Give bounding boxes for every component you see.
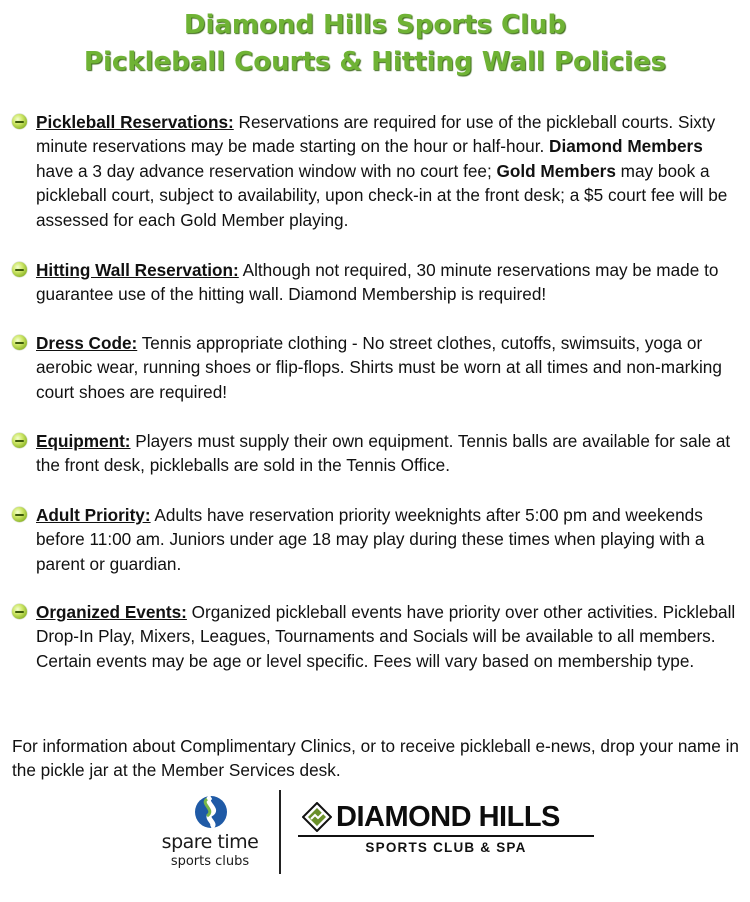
policy-equipment [36,429,736,478]
policy-text: Adults have reservation priority weeknights after 5:00 pm and weekends before 11:00 am. Juniors under age 18 may play during these times when playing with a parent or guardian. [36,505,705,574]
policy-text: Tennis appropriate clothing - No street clothes, cutoffs, swimsuits, yoga or aerobic wear, running shoes or flip-flops. Shirts must be worn at all times and non-marking court shoes are required! [36,333,722,402]
diamond-logo-icon [302,802,332,832]
policy-text: have a 3 day advance reservation window with no court fee; [36,160,497,181]
policy-text: Players must supply their own equipment. Tennis balls are available for sale at the front desk, pickleballs are sold in the Tennis Office. [36,431,731,476]
policy-emphasis: Diamond Members [549,136,703,157]
spare-time-sub: sports clubs [170,854,250,869]
policy-label: Equipment: [36,431,131,451]
policy-dress-code [36,331,736,404]
footer-note: For information about Complimentary Clinics, or to receive pickleball e-news, drop your name in the pickle jar at the Member Services desk. [12,736,739,781]
policy-text: Although not required, 30 minute reservations may be made to guarantee use of the hitting wall. Diamond Membership is required! [36,260,719,305]
bullet-icon [12,433,27,448]
policy-hitting-wall [36,258,736,307]
bullet-icon [12,507,27,522]
policy-pickleball-reservations [36,110,736,232]
bullet-icon [12,604,27,619]
policy-label: Adult Priority: [36,505,151,525]
bullet-icon [12,114,27,129]
policy-text: may book a pickleball court, subject to availability, upon check-in at the front desk; a $5 court fee will be assessed for each Gold Member playing. [36,160,728,230]
policy-adult-priority [36,503,736,576]
policy-text: Reservations are required for use of the pickleball courts. Sixty minute reservations may be made starting on the hour or half-hour. [36,112,716,157]
page-title: Diamond Hills Sports Club [183,10,567,40]
policy-label: Pickleball Reservations: [36,112,234,132]
policy-label: Hitting Wall Reservation: [36,260,239,280]
policy-organized-events [36,600,736,673]
diamond-hills-name: DIAMOND HILLS [336,801,560,833]
bullet-icon [12,262,27,277]
page-subtitle: Pickleball Courts & Hitting Wall Policies [83,47,667,77]
spare-time-logo-icon [194,795,228,829]
diamond-hills-sub: SPORTS CLUB & SPA [365,840,527,855]
policy-text: Organized pickleball events have priority over other activities. Pickleball Drop-In Play, Mixers, Leagues, Tournaments and Socials will be available to all members. Certain events may be age or level specific. Fees will vary based on membership type. [36,602,736,671]
spare-time-logo [150,793,270,873]
logo-divider [279,790,281,874]
bullet-icon [12,335,27,350]
policy-emphasis: Gold Members [496,160,616,181]
diamond-hills-logo [298,800,598,870]
policy-label: Organized Events: [36,602,187,622]
spare-time-name: spare time [161,831,259,853]
diamond-hills-rule [298,835,594,837]
policy-label: Dress Code: [36,333,138,353]
